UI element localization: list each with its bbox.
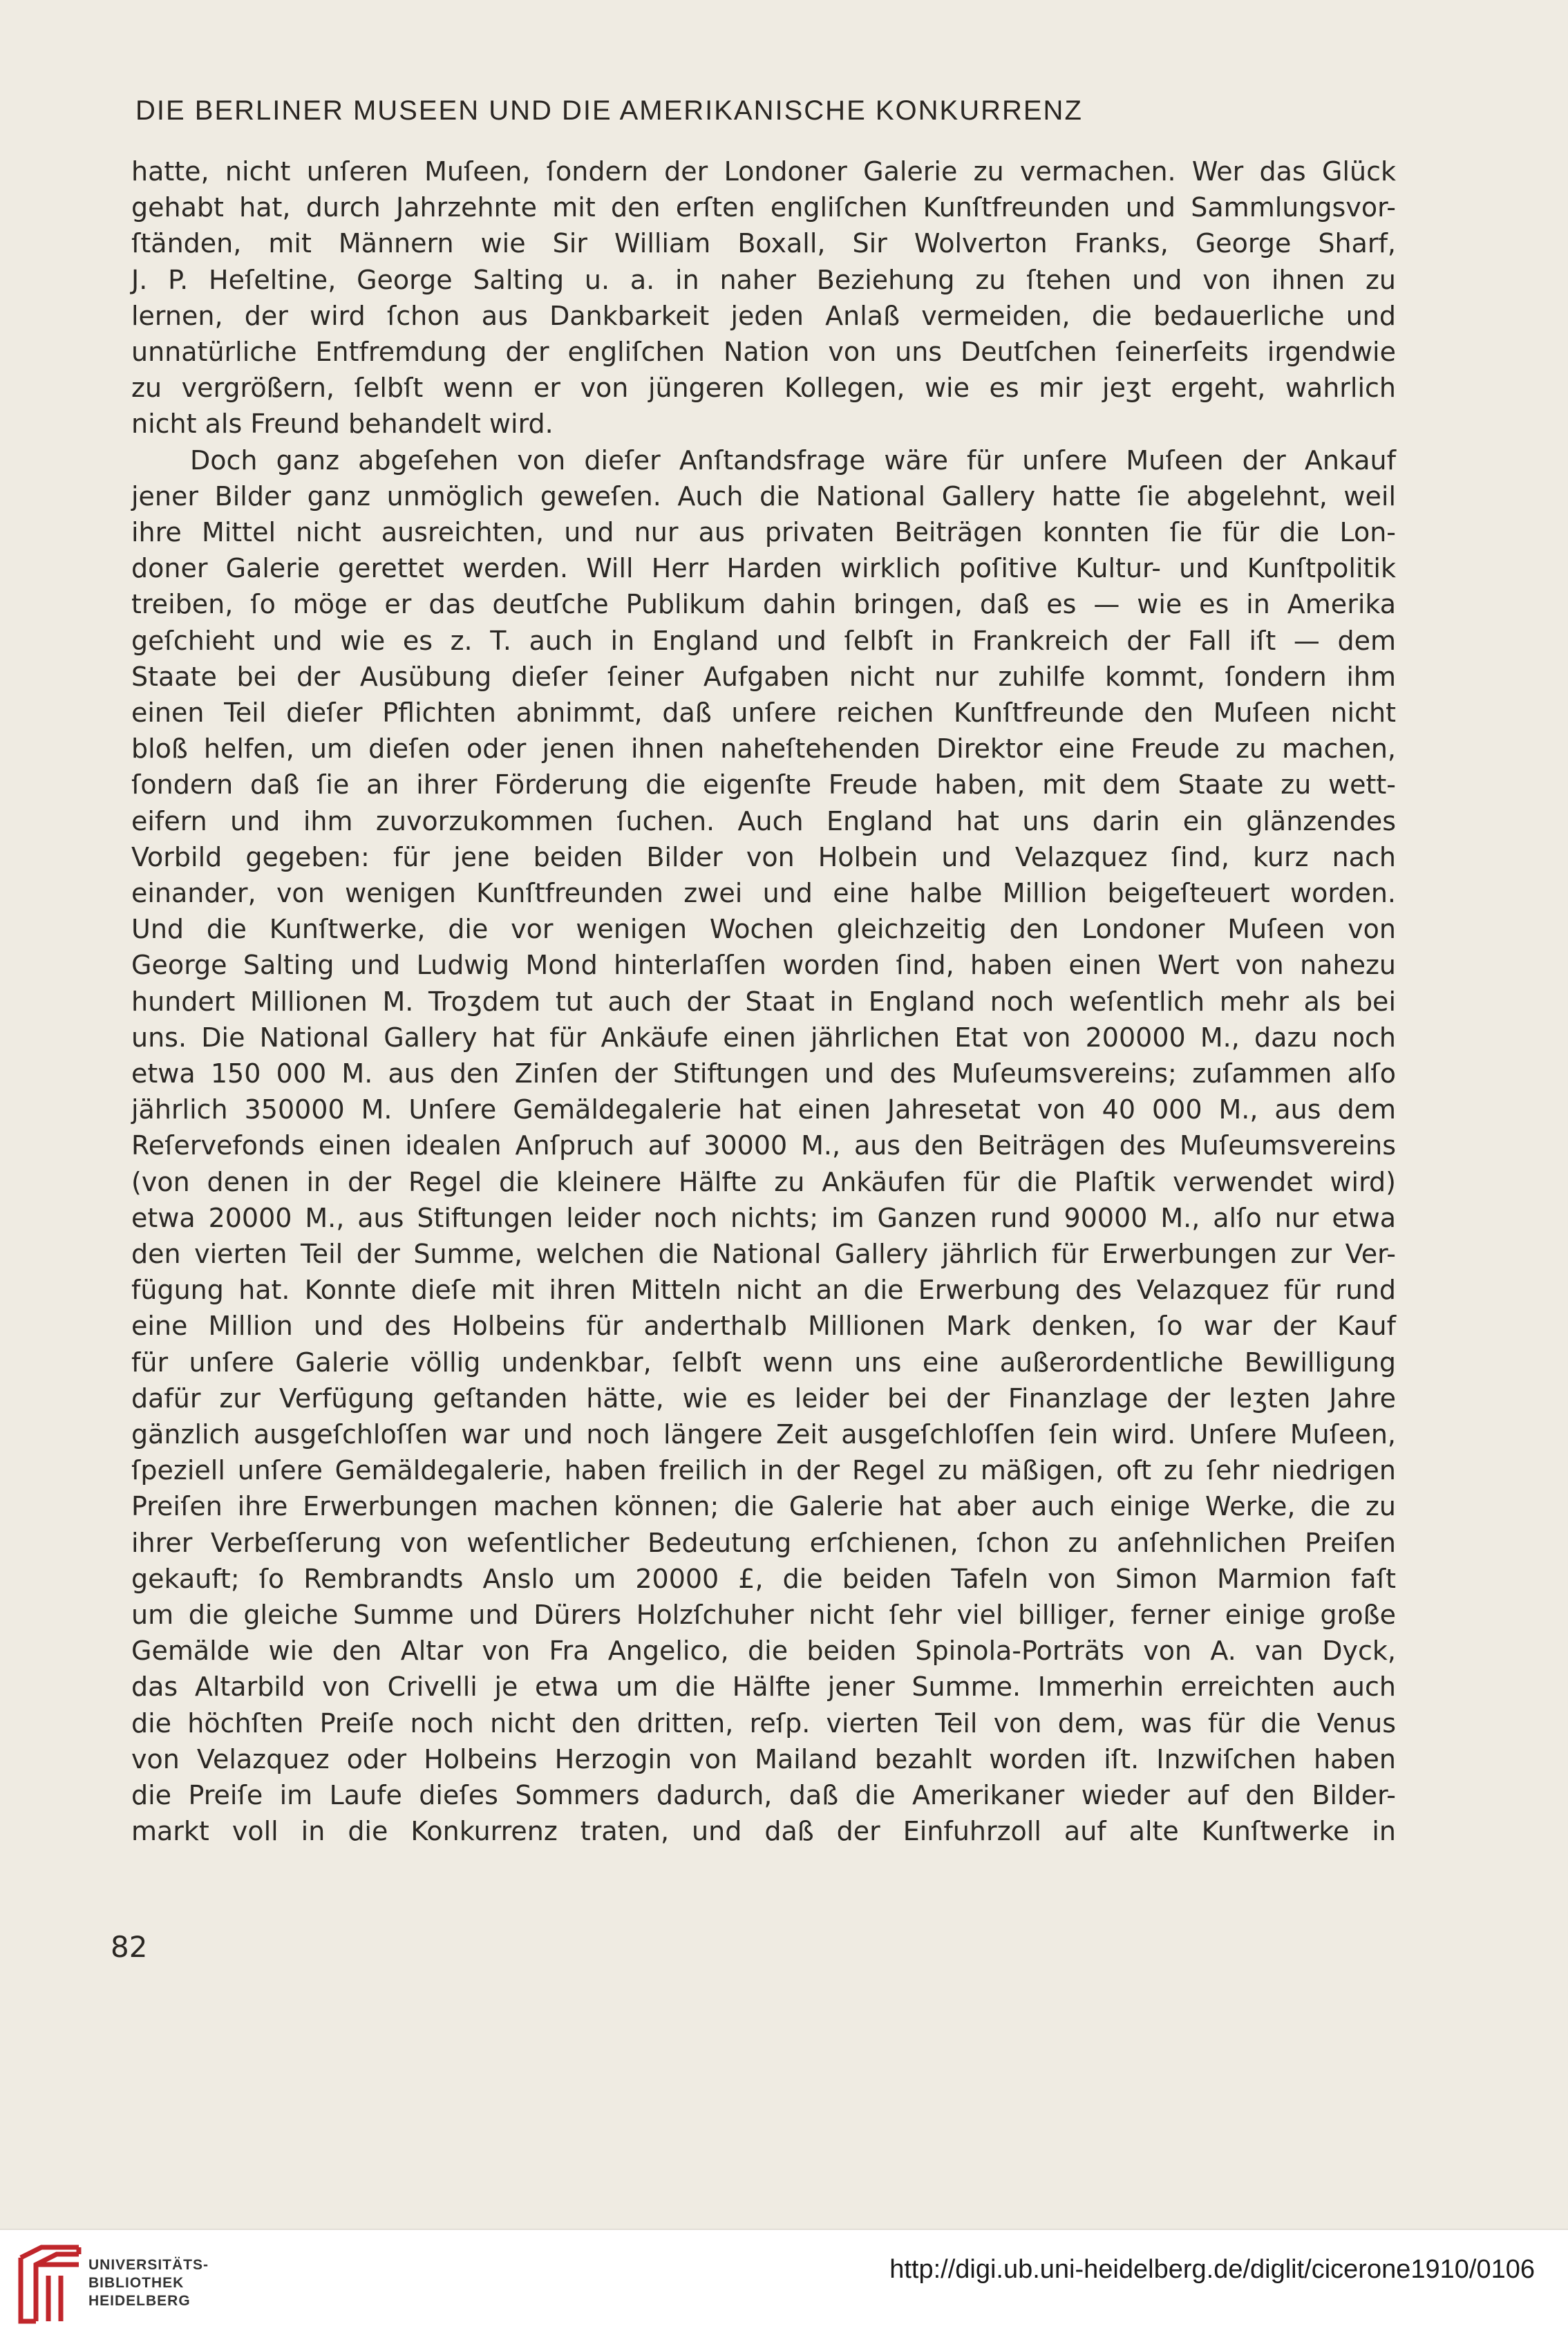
text-line: treiben, ſo möge er das deutſche Publikum dahin bringen, daß es — wie es in Amerika [131,589,1396,620]
text-line: einander, von wenigen Kunſtfreunden zwei und eine halbe Million beigeſteuert worden. [131,878,1396,908]
text-line: J. P. Heſeltine, George Salting u. a. in naher Beziehung zu ſtehen und von ihnen zu [131,264,1396,295]
text-line: den vierten Teil der Summe, welchen die National Gallery jährlich für Erwerbungen zur Ver- [131,1239,1396,1269]
text-line: etwa 150 000 M. aus den Zinſen der Stiftungen und des Muſeumsvereins; zuſammen alſo [131,1058,1396,1089]
text-line: die höchſten Preiſe noch nicht den dritten, reſp. vierten Teil von dem, was für die Venus [131,1707,1396,1739]
text-line: hatte, nicht unſeren Muſeen, ſondern der Londoner Galerie zu vermachen. Wer das Glück [131,156,1396,187]
text-line: jährlich 350000 M. Unſere Gemäldegalerie hat einen Jahresetat von 40 000 M., aus dem [131,1094,1396,1125]
page-number: 82 [111,1930,148,1964]
text-line: von Velazquez oder Holbeins Herzogin von Mailand bezahlt worden iſt. Inzwiſchen haben [131,1743,1396,1774]
text-line: gekauft; ſo Rembrandts Anslo um 20000 £, die beiden Tafeln von Simon Marmion faſt [131,1563,1396,1594]
library-logo-icon [15,2244,84,2327]
text-line: jener Bilder ganz unmöglich geweſen. Auch die National Gallery hatte ſie abgelehnt, weil [131,480,1396,512]
text-line: das Altarbild von Crivelli je etwa um die Hälfte jener Summe. Immerhin erreichten auch [131,1671,1396,1703]
text-line: (von denen in der Regel die kleinere Hälfte zu Ankäufen für die Plaſtik verwendet wird) [131,1166,1396,1197]
text-line: gänzlich ausgeſchloſſen war und noch längere Zeit ausgeſchloſſen ſein wird. Unſere Muſeen, [131,1419,1396,1450]
text-line: eifern und ihm zuvorzukommen ſuchen. Auch England hat uns darin ein glänzendes [131,805,1396,836]
text-line: ſondern daß ſie an ihrer Förderung die eigenſte Freude haben, mit dem Staate zu wett- [131,769,1396,800]
text-line: dafür zur Verfügung geſtanden hätte, wie es leider bei der Finanzlage der leʒten Jahre [131,1383,1396,1414]
text-line: uns. Die National Gallery hat für Ankäufe einen jährlichen Etat von 200000 M., dazu noch [131,1022,1396,1053]
text-line: einen Teil dieſer Pflichten abnimmt, daß unſere reichen Kunſtfreunde den Muſeen nicht [131,697,1396,728]
running-header: DIE BERLINER MUSEEN UND DIE AMERIKANISCHE KONKURRENZ [135,95,1083,126]
text-line: ihre Mittel nicht ausreichten, und nur aus privaten Beiträgen konnten ſie für die Lon- [131,517,1396,547]
text-line: Doch ganz abgeſehen von dieſer Anſtandsfrage wäre für unſere Muſeen der Ankauf [190,444,1396,476]
text-line: gehabt hat, durch Jahrzehnte mit den erſten engliſchen Kunſtfreunden und Sammlungsvor- [131,192,1396,223]
text-line: doner Galerie gerettet werden. Will Herr Harden wirklich poſitive Kultur- und Kunſtpolitik [131,553,1396,584]
library-name-line: BIBLIOTHEK [88,2275,185,2291]
text-line: hundert Millionen M. Troʒdem tut auch der Staat in England noch weſentlich mehr als bei [131,986,1396,1017]
text-line: Vorbild gegeben: für jene beiden Bilder von Holbein und Velazquez ſind, kurz nach [131,841,1396,872]
text-line: geſchieht und wie es z. T. auch in England und ſelbſt in Frankreich der Fall iſt — dem [131,625,1396,656]
text-line: um die gleiche Summe und Dürers Holzſchuher nicht ſehr viel billiger, ferner einige große [131,1600,1396,1630]
text-line: Gemälde wie den Altar von Fra Angelico, die beiden Spinola-Porträts von A. van Dyck, [131,1636,1396,1667]
library-name-line: HEIDELBERG [88,2293,191,2309]
text-line: zu vergrößern, ſelbſt wenn er von jüngeren Kollegen, wie es mir jeʒt ergeht, wahrlich [131,373,1396,404]
text-line: Staate bei der Ausübung dieſer ſeiner Aufgaben nicht nur zuhilfe kommt, ſondern ihm [131,661,1396,692]
text-line: fügung hat. Konnte dieſe mit ihren Mitteln nicht an die Erwerbung des Velazquez für rund [131,1275,1396,1306]
library-name-line: UNIVERSITÄTS- [88,2257,209,2273]
text-line: für unſere Galerie völlig undenkbar, ſelbſt wenn uns eine außerordentliche Bewilligung [131,1347,1396,1378]
text-line: unnatürliche Entfremdung der engliſchen Nation von uns Deutſchen ſeinerſeits irgendwie [131,337,1396,367]
text-line: lernen, der wird ſchon aus Dankbarkeit jeden Anlaß vermeiden, die bedauerliche und [131,300,1396,331]
text-line: nicht als Freund behandelt wird. [131,409,554,440]
text-line: Und die Kunſtwerke, die vor wenigen Wochen gleichzeitig den Londoner Muſeen von [131,914,1396,945]
text-line: bloß helfen, um dieſen oder jenen ihnen naheſtehenden Direktor eine Freude zu machen, [131,733,1396,765]
source-url-link[interactable]: http://digi.ub.uni-heidelberg.de/diglit/cicerone1910/0106 [889,2255,1535,2284]
text-line: ihrer Verbeſſerung von weſentlicher Bedeutung erſchienen, ſchon zu anſehnlichen Preiſen [131,1527,1396,1558]
footer-bar [0,2229,1568,2342]
text-line: markt voll in die Konkurrenz traten, und daß der Einfuhrzoll auf alte Kunſtwerke in [131,1816,1396,1847]
text-line: ſpeziell unſere Gemäldegalerie, haben freilich in der Regel zu mäßigen, oft zu ſehr niedrigen [131,1455,1396,1486]
text-line: die Preiſe im Laufe dieſes Sommers dadurch, daß die Amerikaner wieder auf den Bilder- [131,1780,1396,1810]
text-line: ſtänden, mit Männern wie Sir William Boxall, Sir Wolverton Franks, George Sharf, [131,228,1396,259]
text-line: Reſervefonds einen idealen Anſpruch auf 30000 M., aus den Beiträgen des Muſeumsvereins [131,1130,1396,1161]
text-line: eine Million und des Holbeins für anderthalb Millionen Mark denken, ſo war der Kauf [131,1311,1396,1342]
library-name [88,2256,209,2310]
text-line: Preiſen ihre Erwerbungen machen können; die Galerie hat aber auch einige Werke, die zu [131,1491,1396,1522]
text-line: George Salting und Ludwig Mond hinterlaſſen worden ſind, haben einen Wert von nahezu [131,950,1396,981]
text-line: etwa 20000 M., aus Stiftungen leider noch nichts; im Ganzen rund 90000 M., alſo nur etwa [131,1202,1396,1233]
